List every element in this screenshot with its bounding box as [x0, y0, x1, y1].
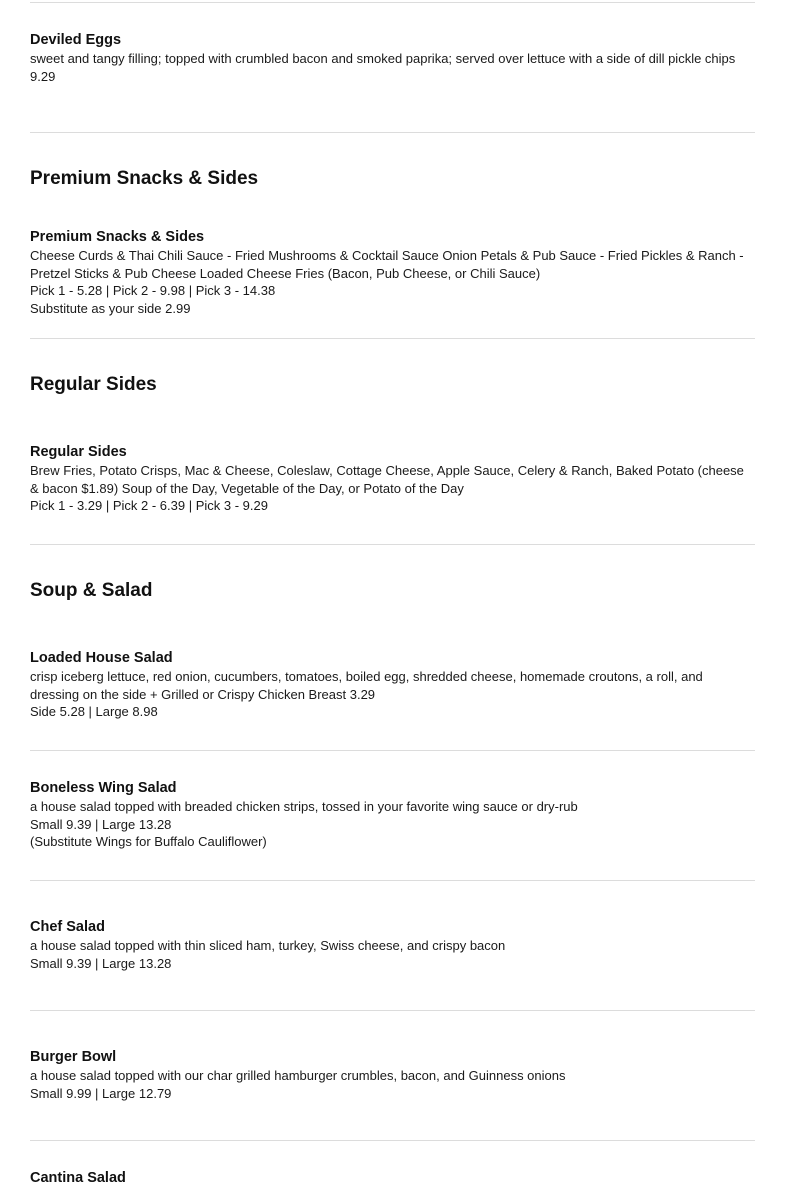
section-heading-soup-salad: Soup & Salad — [30, 580, 153, 601]
item-note: (Substitute Wings for Buffalo Cauliflower) — [30, 834, 267, 849]
section-heading-regular-sides: Regular Sides — [30, 374, 157, 395]
menu-item-regular-sides — [30, 443, 755, 515]
divider — [30, 750, 755, 751]
item-name: Boneless Wing Salad — [30, 780, 177, 796]
section-heading-premium-snacks: Premium Snacks & Sides — [30, 168, 259, 189]
divider — [30, 880, 755, 881]
item-description: a house salad topped with breaded chicken strips, tossed in your favorite wing sauce or dry-rub — [30, 799, 578, 814]
menu-item-loaded-house-salad — [30, 649, 755, 721]
menu-item-boneless-wing-salad — [30, 779, 755, 851]
item-price: Small 9.39 | Large 13.28 — [30, 816, 172, 832]
item-price: 9.29 — [30, 68, 56, 84]
item-name: Burger Bowl — [30, 1049, 117, 1065]
menu-item-premium-snacks — [30, 228, 755, 317]
item-price: Small 9.39 | Large 13.28 — [30, 955, 172, 971]
item-description: sweet and tangy filling; topped with crumbled bacon and smoked paprika; served over lettuce with a side of dill pickle chips — [30, 51, 736, 66]
item-price: Small 9.99 | Large 12.79 — [30, 1085, 172, 1101]
item-name: Deviled Eggs — [30, 32, 122, 48]
item-name: Cantina Salad — [30, 1170, 126, 1186]
menu-item-cantina-salad — [30, 1169, 755, 1188]
divider — [30, 2, 755, 3]
divider — [30, 1010, 755, 1011]
divider — [30, 132, 755, 133]
divider — [30, 338, 755, 339]
item-description: a house salad topped with thin sliced ham, turkey, Swiss cheese, and crispy bacon — [30, 938, 506, 953]
item-name: Loaded House Salad — [30, 650, 173, 666]
item-name: Regular Sides — [30, 444, 127, 460]
item-price: Pick 1 - 3.29 | Pick 2 - 6.39 | Pick 3 - 9.29 — [30, 498, 268, 513]
item-price: Pick 1 - 5.28 | Pick 2 - 9.98 | Pick 3 - 14.38 — [30, 283, 276, 298]
item-name: Premium Snacks & Sides — [30, 229, 205, 245]
divider — [30, 544, 755, 545]
item-name: Chef Salad — [30, 919, 105, 935]
menu-item-chef-salad — [30, 918, 755, 972]
item-note: Substitute as your side 2.99 — [30, 300, 191, 316]
menu-item-deviled-eggs — [30, 31, 755, 85]
divider — [30, 1140, 755, 1141]
menu-item-burger-bowl — [30, 1048, 755, 1102]
item-description: Cheese Curds & Thai Chili Sauce - Fried Mushrooms & Cocktail Sauce Onion Petals & Pub Sauce - Fried Pickles & Ranch - Pretzel Sticks & Pub Cheese Loaded Cheese Fries (Bacon, Pub Cheese, or Chili Sauce) — [30, 248, 744, 281]
item-description: Brew Fries, Potato Crisps, Mac & Cheese, Coleslaw, Cottage Cheese, Apple Sauce, Celery & Ranch, Baked Potato (cheese & bacon $1.89) Soup of the Day, Vegetable of the Day, or Potato of the Day — [30, 463, 744, 496]
item-description: crisp iceberg lettuce, red onion, cucumbers, tomatoes, boiled egg, shredded cheese, homemade croutons, a roll, and dressing on the side + Grilled or Crispy Chicken Breast 3.29 — [30, 669, 703, 702]
item-price: Side 5.28 | Large 8.98 — [30, 704, 158, 719]
item-description: a house salad topped with our char grilled hamburger crumbles, bacon, and Guinness onions — [30, 1068, 566, 1083]
